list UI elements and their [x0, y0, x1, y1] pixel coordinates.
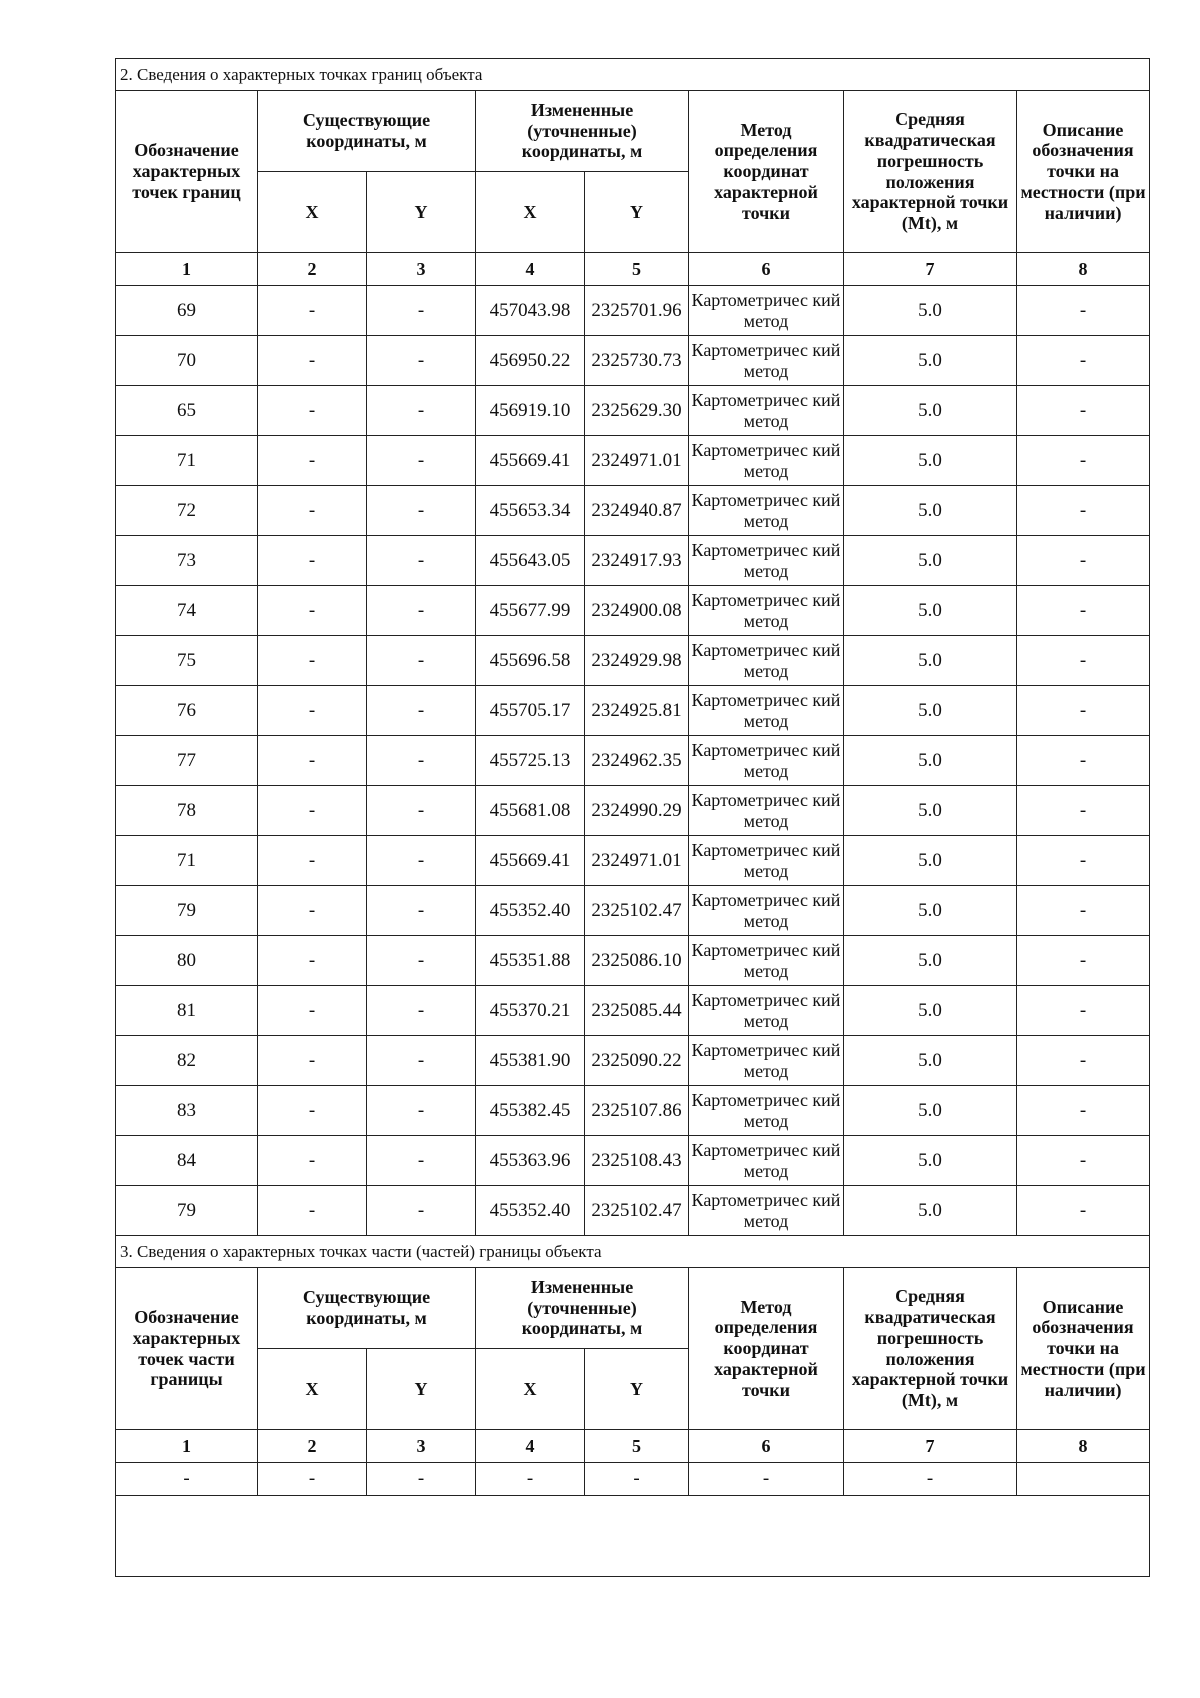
existing-y-cell: - [367, 436, 476, 486]
mean-error-cell: 5.0 [844, 536, 1017, 586]
mean-error-cell: 5.0 [844, 586, 1017, 636]
table-row [116, 736, 1150, 786]
mean-error-cell: 5.0 [844, 836, 1017, 886]
changed-y-cell: 2325701.96 [585, 286, 689, 336]
changed-y-cell: 2325102.47 [585, 1186, 689, 1236]
header-method: Метод определения координат характерной точки [689, 91, 844, 253]
changed-x-cell: 455381.90 [476, 1036, 585, 1086]
column-number: 2 [258, 253, 367, 286]
mean-error-cell: - [844, 1463, 1017, 1496]
table-row [116, 686, 1150, 736]
changed-x-cell: 455643.05 [476, 536, 585, 586]
changed-y-cell: 2324962.35 [585, 736, 689, 786]
existing-y-cell: - [367, 636, 476, 686]
existing-y-cell: - [367, 886, 476, 936]
existing-y-cell: - [367, 586, 476, 636]
mean-error-cell: 5.0 [844, 786, 1017, 836]
point-designation-cell: 84 [116, 1136, 258, 1186]
table-row [116, 836, 1150, 886]
header-method: Метод определения координат характерной точки [689, 1268, 844, 1430]
mean-error-cell: 5.0 [844, 686, 1017, 736]
point-description-cell: - [1017, 936, 1150, 986]
mean-error-cell: 5.0 [844, 486, 1017, 536]
table-row [116, 1136, 1150, 1186]
document [115, 58, 1149, 1577]
method-cell: Картометричес кий метод [689, 536, 844, 586]
existing-y-cell: - [367, 786, 476, 836]
changed-x-cell: 455669.41 [476, 436, 585, 486]
column-number: 3 [367, 253, 476, 286]
existing-y-cell: - [367, 936, 476, 986]
existing-x-cell: - [258, 786, 367, 836]
header-changed-coords: Измененные (уточненные) координаты, м [476, 1268, 689, 1349]
section-2-title: 2. Сведения о характерных точках границ объекта [116, 59, 1150, 91]
changed-x-cell: 455705.17 [476, 686, 585, 736]
existing-y-cell: - [367, 486, 476, 536]
existing-y-cell: - [367, 686, 476, 736]
column-number: 4 [476, 1430, 585, 1463]
header-existing-coords: Существующие координаты, м [258, 1268, 476, 1349]
point-description-cell: - [1017, 336, 1150, 386]
changed-y-cell: - [585, 1463, 689, 1496]
column-number: 8 [1017, 1430, 1150, 1463]
point-designation-cell: 82 [116, 1036, 258, 1086]
header-changed-x: X [476, 172, 585, 253]
point-description-cell: - [1017, 1086, 1150, 1136]
point-description-cell: - [1017, 736, 1150, 786]
point-designation-cell: 70 [116, 336, 258, 386]
method-cell: Картометричес кий метод [689, 436, 844, 486]
table-row [116, 886, 1150, 936]
table-row [116, 1036, 1150, 1086]
mean-error-cell: 5.0 [844, 336, 1017, 386]
point-description-cell: - [1017, 786, 1150, 836]
table-row [116, 436, 1150, 486]
existing-x-cell: - [258, 836, 367, 886]
existing-x-cell: - [258, 486, 367, 536]
method-cell: Картометричес кий метод [689, 486, 844, 536]
point-description-cell: - [1017, 886, 1150, 936]
method-cell: Картометричес кий метод [689, 986, 844, 1036]
header-description: Описание обозначения точки на местности (при наличии) [1017, 1268, 1150, 1430]
changed-x-cell: 455351.88 [476, 936, 585, 986]
column-number: 3 [367, 1430, 476, 1463]
existing-x-cell: - [258, 1463, 367, 1496]
point-description-cell: - [1017, 836, 1150, 886]
changed-y-cell: 2325085.44 [585, 986, 689, 1036]
header-description: Описание обозначения точки на местности (при наличии) [1017, 91, 1150, 253]
point-designation-cell: 75 [116, 636, 258, 686]
table-row [116, 486, 1150, 536]
method-cell: Картометричес кий метод [689, 1186, 844, 1236]
table-row [116, 386, 1150, 436]
point-description-cell: - [1017, 286, 1150, 336]
point-description-cell: - [1017, 1036, 1150, 1086]
existing-y-cell: - [367, 336, 476, 386]
header-existing-x: X [258, 172, 367, 253]
changed-x-cell: 455352.40 [476, 886, 585, 936]
header-existing-y: Y [367, 172, 476, 253]
changed-y-cell: 2324940.87 [585, 486, 689, 536]
point-designation-cell: 79 [116, 1186, 258, 1236]
existing-x-cell: - [258, 336, 367, 386]
table-row [116, 536, 1150, 586]
existing-x-cell: - [258, 1036, 367, 1086]
section-3-title: 3. Сведения о характерных точках части (частей) границы объекта [116, 1236, 1150, 1268]
column-number: 5 [585, 253, 689, 286]
point-designation-cell: 74 [116, 586, 258, 636]
changed-y-cell: 2325107.86 [585, 1086, 689, 1136]
changed-x-cell: 455677.99 [476, 586, 585, 636]
method-cell: - [689, 1463, 844, 1496]
header-designation: Обозначение характерных точек границ [116, 91, 258, 253]
existing-y-cell: - [367, 536, 476, 586]
mean-error-cell: 5.0 [844, 986, 1017, 1036]
method-cell: Картометричес кий метод [689, 1086, 844, 1136]
point-designation-cell: 77 [116, 736, 258, 786]
point-description-cell: - [1017, 536, 1150, 586]
mean-error-cell: 5.0 [844, 436, 1017, 486]
mean-error-cell: 5.0 [844, 736, 1017, 786]
method-cell: Картометричес кий метод [689, 636, 844, 686]
method-cell: Картометричес кий метод [689, 1036, 844, 1086]
changed-y-cell: 2325086.10 [585, 936, 689, 986]
mean-error-cell: 5.0 [844, 1136, 1017, 1186]
table-row [116, 286, 1150, 336]
point-designation-cell: 80 [116, 936, 258, 986]
changed-x-cell: 457043.98 [476, 286, 585, 336]
table-row [116, 586, 1150, 636]
changed-x-cell: 456950.22 [476, 336, 585, 386]
column-number: 6 [689, 253, 844, 286]
existing-x-cell: - [258, 1086, 367, 1136]
column-number: 2 [258, 1430, 367, 1463]
changed-x-cell: 455363.96 [476, 1136, 585, 1186]
table-row [116, 986, 1150, 1036]
column-number: 7 [844, 253, 1017, 286]
point-designation-cell: 72 [116, 486, 258, 536]
point-designation-cell: 71 [116, 836, 258, 886]
column-number: 7 [844, 1430, 1017, 1463]
method-cell: Картометричес кий метод [689, 336, 844, 386]
changed-x-cell: 455370.21 [476, 986, 585, 1036]
changed-x-cell: 455352.40 [476, 1186, 585, 1236]
existing-x-cell: - [258, 686, 367, 736]
header-changed-x: X [476, 1349, 585, 1430]
changed-x-cell: 455669.41 [476, 836, 585, 886]
point-description-cell: - [1017, 986, 1150, 1036]
mean-error-cell: 5.0 [844, 886, 1017, 936]
points-table [115, 58, 1150, 1577]
existing-x-cell: - [258, 386, 367, 436]
column-number: 1 [116, 1430, 258, 1463]
existing-y-cell: - [367, 736, 476, 786]
table-row [116, 1186, 1150, 1236]
method-cell: Картометричес кий метод [689, 736, 844, 786]
point-description-cell: - [1017, 1186, 1150, 1236]
table-row [116, 786, 1150, 836]
header-existing-coords: Существующие координаты, м [258, 91, 476, 172]
changed-y-cell: 2324971.01 [585, 836, 689, 886]
changed-y-cell: 2324917.93 [585, 536, 689, 586]
existing-y-cell: - [367, 986, 476, 1036]
method-cell: Картометричес кий метод [689, 686, 844, 736]
changed-y-cell: 2324929.98 [585, 636, 689, 686]
changed-x-cell: 455653.34 [476, 486, 585, 536]
existing-y-cell: - [367, 1186, 476, 1236]
existing-y-cell: - [367, 1036, 476, 1086]
existing-y-cell: - [367, 1463, 476, 1496]
existing-x-cell: - [258, 986, 367, 1036]
table-row [116, 636, 1150, 686]
changed-y-cell: 2324971.01 [585, 436, 689, 486]
mean-error-cell: 5.0 [844, 636, 1017, 686]
point-description-cell: - [1017, 436, 1150, 486]
table-row [116, 1463, 1150, 1496]
header-changed-y: Y [585, 1349, 689, 1430]
header-changed-y: Y [585, 172, 689, 253]
section-2-rows [116, 286, 1150, 1236]
method-cell: Картометричес кий метод [689, 1136, 844, 1186]
changed-x-cell: - [476, 1463, 585, 1496]
changed-x-cell: 455681.08 [476, 786, 585, 836]
existing-x-cell: - [258, 536, 367, 586]
existing-x-cell: - [258, 286, 367, 336]
method-cell: Картометричес кий метод [689, 786, 844, 836]
header-existing-y: Y [367, 1349, 476, 1430]
point-description-cell: - [1017, 1136, 1150, 1186]
changed-y-cell: 2325629.30 [585, 386, 689, 436]
changed-y-cell: 2325730.73 [585, 336, 689, 386]
changed-y-cell: 2324925.81 [585, 686, 689, 736]
header-designation: Обозначение характерных точек части границы [116, 1268, 258, 1430]
point-description-cell [1017, 1463, 1150, 1496]
existing-x-cell: - [258, 886, 367, 936]
point-description-cell: - [1017, 636, 1150, 686]
existing-y-cell: - [367, 1086, 476, 1136]
method-cell: Картометричес кий метод [689, 586, 844, 636]
method-cell: Картометричес кий метод [689, 836, 844, 886]
existing-x-cell: - [258, 636, 367, 686]
changed-x-cell: 455725.13 [476, 736, 585, 786]
column-number: 5 [585, 1430, 689, 1463]
table-row [116, 936, 1150, 986]
existing-x-cell: - [258, 586, 367, 636]
point-designation-cell: 69 [116, 286, 258, 336]
column-number: 6 [689, 1430, 844, 1463]
changed-y-cell: 2325090.22 [585, 1036, 689, 1086]
blank-area [116, 1496, 1150, 1577]
point-designation-cell: 81 [116, 986, 258, 1036]
header-error: Средняя квадратическая погрешность положения характерной точки (Mt), м [844, 1268, 1017, 1430]
method-cell: Картометричес кий метод [689, 286, 844, 336]
changed-x-cell: 455382.45 [476, 1086, 585, 1136]
table-row [116, 336, 1150, 386]
point-designation-cell: 71 [116, 436, 258, 486]
existing-y-cell: - [367, 1136, 476, 1186]
point-designation-cell: - [116, 1463, 258, 1496]
point-designation-cell: 65 [116, 386, 258, 436]
changed-x-cell: 456919.10 [476, 386, 585, 436]
column-number: 1 [116, 253, 258, 286]
existing-x-cell: - [258, 736, 367, 786]
existing-y-cell: - [367, 386, 476, 436]
table-row [116, 1086, 1150, 1136]
existing-x-cell: - [258, 1186, 367, 1236]
point-designation-cell: 73 [116, 536, 258, 586]
method-cell: Картометричес кий метод [689, 886, 844, 936]
column-number: 8 [1017, 253, 1150, 286]
existing-y-cell: - [367, 286, 476, 336]
mean-error-cell: 5.0 [844, 386, 1017, 436]
changed-x-cell: 455696.58 [476, 636, 585, 686]
changed-y-cell: 2325102.47 [585, 886, 689, 936]
point-description-cell: - [1017, 586, 1150, 636]
mean-error-cell: 5.0 [844, 936, 1017, 986]
point-description-cell: - [1017, 386, 1150, 436]
point-description-cell: - [1017, 486, 1150, 536]
point-description-cell: - [1017, 686, 1150, 736]
existing-x-cell: - [258, 1136, 367, 1186]
method-cell: Картометричес кий метод [689, 386, 844, 436]
point-designation-cell: 78 [116, 786, 258, 836]
mean-error-cell: 5.0 [844, 286, 1017, 336]
mean-error-cell: 5.0 [844, 1186, 1017, 1236]
point-designation-cell: 76 [116, 686, 258, 736]
changed-y-cell: 2324990.29 [585, 786, 689, 836]
section-3-rows [116, 1463, 1150, 1496]
header-changed-coords: Измененные (уточненные) координаты, м [476, 91, 689, 172]
column-number: 4 [476, 253, 585, 286]
point-designation-cell: 83 [116, 1086, 258, 1136]
mean-error-cell: 5.0 [844, 1086, 1017, 1136]
header-existing-x: X [258, 1349, 367, 1430]
changed-y-cell: 2324900.08 [585, 586, 689, 636]
existing-x-cell: - [258, 436, 367, 486]
header-error: Средняя квадратическая погрешность положения характерной точки (Mt), м [844, 91, 1017, 253]
mean-error-cell: 5.0 [844, 1036, 1017, 1086]
existing-y-cell: - [367, 836, 476, 886]
changed-y-cell: 2325108.43 [585, 1136, 689, 1186]
method-cell: Картометричес кий метод [689, 936, 844, 986]
existing-x-cell: - [258, 936, 367, 986]
point-designation-cell: 79 [116, 886, 258, 936]
